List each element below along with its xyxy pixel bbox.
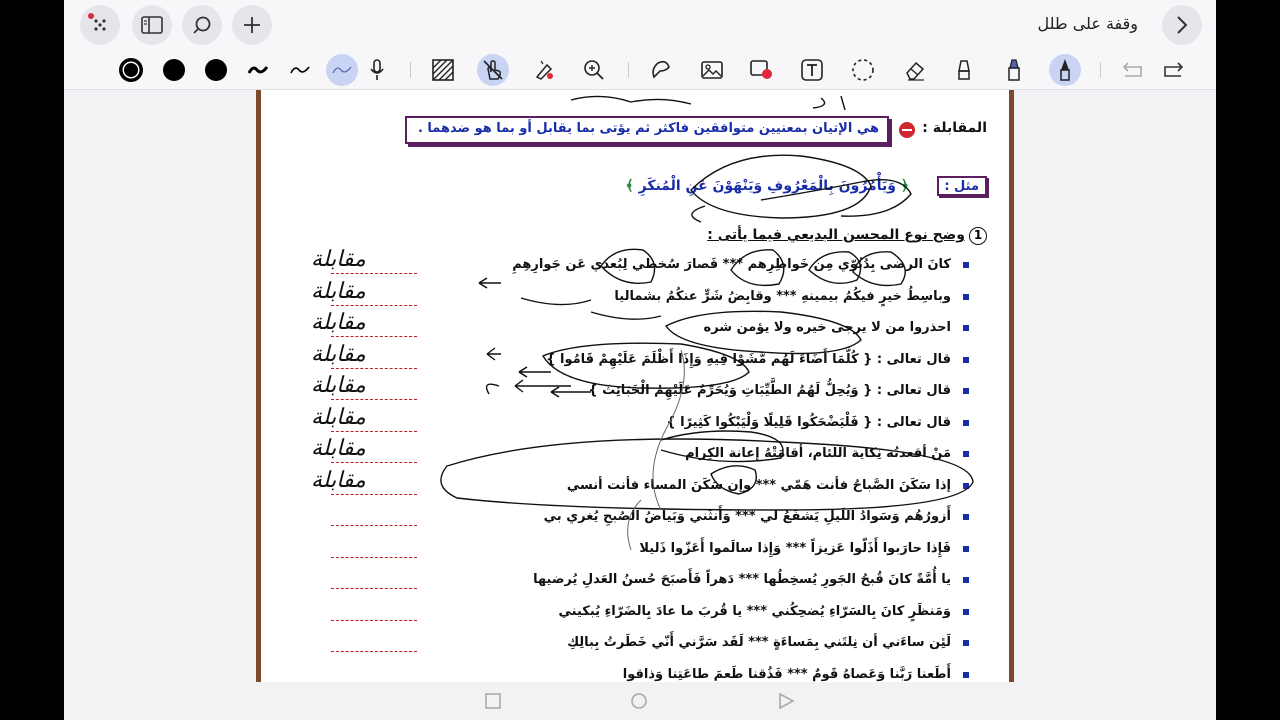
- handwritten-answer: مقابلة: [311, 341, 366, 367]
- exercise-line: [256, 278, 1009, 315]
- exercise-line: [256, 341, 1009, 378]
- exercise-line: [256, 600, 1009, 630]
- microphone-button[interactable]: [361, 54, 393, 86]
- toolbar-separator: [1100, 62, 1101, 78]
- example-text: ﴿ وَيَأْمُرُونَ بِالْمَعْرُوفِ وَيَنْهَوْنَ عَنِ الْمُنكَرِ ﴾: [625, 178, 909, 194]
- bullet-icon: [963, 262, 969, 268]
- example-label: مثل :: [944, 179, 979, 194]
- bullet-icon: [963, 357, 969, 363]
- exercise-line: [256, 247, 1009, 283]
- laser-icon: [533, 59, 555, 81]
- toolbar-separator: [410, 62, 411, 78]
- shapes-button[interactable]: [645, 54, 677, 86]
- answer-blank[interactable]: [331, 273, 417, 274]
- instruction-text: وضح نوع المحسن البديعي فيما يأتى :: [707, 227, 965, 243]
- answer-blank[interactable]: [331, 557, 417, 558]
- bullet-icon: [963, 577, 969, 583]
- square-icon: [484, 692, 502, 710]
- back-button[interactable]: [1162, 5, 1202, 45]
- exercise-line: [256, 404, 1009, 441]
- exercise-text: كانَ الرضى بِدُنُوّي مِن خَواطِرِهم *** فَصارَ سُخطي لِبُعدي عَن جَوارِهِمِ: [512, 257, 951, 272]
- exercise-line: [256, 568, 1009, 598]
- definition-text: هي الإتيان بمعنيين متوافقين فاكثر ثم يؤتى بما يقابل أو بما هو ضدهما .: [417, 121, 879, 136]
- example-label-box: [937, 176, 987, 196]
- exercise-line: [256, 373, 1009, 409]
- bullet-icon: [963, 388, 969, 394]
- marker-icon: [1005, 58, 1023, 82]
- touch-icon: [482, 59, 504, 81]
- answer-blank[interactable]: [331, 336, 417, 337]
- touch-button[interactable]: [477, 54, 509, 86]
- zoom-button[interactable]: [578, 54, 610, 86]
- pattern-button[interactable]: [427, 54, 459, 86]
- exercise-text: فَإِذا حارَبوا أَذَلّوا عَزيزاً *** وَإِذا سالَموا أَعَزّوا ذَليلا: [639, 540, 951, 556]
- answer-blank[interactable]: [331, 431, 417, 432]
- answer-blank[interactable]: [331, 305, 417, 306]
- toolbar-separator: [628, 62, 629, 78]
- handwritten-answer: مقابلة: [311, 278, 366, 304]
- handwritten-answer: مقابلة: [311, 247, 366, 272]
- add-icon: [242, 15, 262, 35]
- search-button[interactable]: [182, 5, 222, 45]
- handwritten-answer: مقابلة: [311, 404, 366, 430]
- top-bar: [64, 0, 1216, 50]
- stroke-thick-icon: [117, 56, 145, 84]
- chevron-right-icon: [1175, 15, 1189, 35]
- pen-style-1-icon: [247, 63, 269, 77]
- microphone-icon: [369, 59, 385, 81]
- highlighter-icon: [955, 59, 973, 81]
- record-icon: [750, 59, 774, 81]
- undo-button[interactable]: [1116, 54, 1148, 86]
- bullet-icon: [963, 420, 969, 426]
- answer-blank[interactable]: [331, 494, 417, 495]
- pen-style-3-icon: [331, 63, 353, 77]
- sidebar-button[interactable]: [132, 5, 172, 45]
- exercise-line: [256, 310, 1009, 346]
- notification-dot: [88, 13, 94, 19]
- exercise-text: إذا سَكَنَ الصَّباحُ فأنت هَمّي *** وإن سَكَنَ المساء فأنت أنسي: [566, 477, 951, 493]
- nav-back-button[interactable]: [777, 692, 795, 710]
- shapes-icon: [650, 59, 672, 81]
- eraser-icon: [904, 59, 926, 81]
- stroke-medium-icon: [161, 57, 187, 83]
- add-page-button[interactable]: [232, 5, 272, 45]
- search-icon: [192, 15, 212, 35]
- marker-button[interactable]: [998, 54, 1030, 86]
- pen-icon: [1056, 58, 1074, 82]
- answer-blank[interactable]: [331, 651, 417, 652]
- zoom-icon: [583, 59, 605, 81]
- exercise-line: [256, 663, 1009, 683]
- exercise-text: قال تعالى : { كُلَّمَا أَضَاءَ لَهُم مَّشَوْا فِيهِ وَإِذَا أَظْلَمَ عَلَيْهِمْ قَامُوا }: [546, 351, 951, 367]
- sidebar-icon: [141, 16, 163, 34]
- pen-style-1-button[interactable]: [242, 54, 274, 86]
- bullet-icon: [963, 294, 969, 300]
- recents-button[interactable]: [484, 692, 502, 710]
- bullet-icon: [963, 451, 969, 457]
- record-button[interactable]: [746, 54, 778, 86]
- exercise-text: وباسِطُ خيرٍ فيكُمُ بيمينهِ *** وقابِضُ شَرٍّ عنكُمُ بشماليا: [614, 288, 951, 304]
- answer-blank[interactable]: [331, 368, 417, 369]
- answer-blank[interactable]: [331, 462, 417, 463]
- redo-icon: [1163, 62, 1185, 78]
- note-app: [64, 0, 1216, 720]
- exercise-line: [256, 436, 1009, 472]
- pen-style-3-button[interactable]: [326, 54, 358, 86]
- stroke-medium-button[interactable]: [158, 54, 190, 86]
- highlighter-button[interactable]: [948, 54, 980, 86]
- system-nav-bar: [64, 682, 1216, 720]
- document-page[interactable]: [256, 90, 1014, 682]
- stroke-thin-button[interactable]: [200, 54, 232, 86]
- answer-blank[interactable]: [331, 399, 417, 400]
- bullet-icon: [963, 640, 969, 646]
- exercise-line: [256, 467, 1009, 504]
- exercise-text: قال تعالى : { وَيُحِلُّ لَهُمُ الطَّيِّبَاتِ وَيُحَرِّمُ عَلَيْهِمُ الْخَبَائِثَ }: [588, 383, 951, 398]
- bullet-icon: [963, 325, 969, 331]
- exercise-line: [256, 631, 1009, 661]
- text-button[interactable]: [796, 54, 828, 86]
- text-icon: [801, 59, 823, 81]
- bullet-icon: [963, 514, 969, 520]
- home-button[interactable]: [630, 692, 648, 710]
- drawing-toolbar: [64, 50, 1216, 90]
- exercise-line: [256, 505, 1009, 535]
- stop-icon: [899, 122, 915, 138]
- bullet-icon: [963, 546, 969, 552]
- laser-button[interactable]: [528, 54, 560, 86]
- undo-icon: [1121, 62, 1143, 78]
- exercise-text: أَزورُهُم وَسَوادُ اللَيلِ يَشفَعُ لي *** وَأَنثَني وَبَياضُ الصُبحِ يُغري بي: [543, 509, 951, 524]
- handwritten-answer: مقابلة: [311, 310, 366, 335]
- exercise-text: وَمَنظَرٍ كانَ بِالسَرّاءِ يُضحِكُني *** يا قُربَ ما عادَ بِالضَرّاءِ يُبكيني: [558, 603, 951, 619]
- apps-button[interactable]: [80, 5, 120, 45]
- exercise-line: [256, 537, 1009, 567]
- answer-blank[interactable]: [331, 525, 417, 526]
- bullet-icon: [963, 672, 969, 678]
- instruction-number: 1: [969, 227, 987, 245]
- answer-blank[interactable]: [331, 588, 417, 589]
- definition-label: المقابلة :: [922, 120, 987, 136]
- lasso-button[interactable]: [847, 54, 879, 86]
- handwritten-answer: مقابلة: [311, 373, 366, 398]
- handwritten-answer: مقابلة: [311, 436, 366, 461]
- pen-button[interactable]: [1049, 54, 1081, 86]
- triangle-icon: [777, 692, 795, 710]
- exercise-text: لَئِن ساءَني أن نِلتَني بِمَساءَةٍ *** لَقَد سَرَّني أَنّي خَطَرتُ بِبالِكِ: [567, 635, 951, 650]
- answer-blank[interactable]: [331, 620, 417, 621]
- stroke-thick-button[interactable]: [115, 54, 147, 86]
- pen-style-2-button[interactable]: [284, 54, 316, 86]
- exercise-text: أَطَعنا رَبَّنا وَعَصاهُ قَومٌ *** فَذُقنا طَعمَ طاعَتِنا وَذاقوا: [622, 666, 951, 682]
- bullet-icon: [963, 483, 969, 489]
- redo-button[interactable]: [1158, 54, 1190, 86]
- exercise-text: قال تعالى : { فَلْيَضْحَكُوا قَلِيلًا وَلْيَبْكُوا كَثِيرًا }: [666, 414, 951, 430]
- exercise-text: يا أُمَّةً كانَ قُبحُ الجَورِ يُسخِطُها *** دَهراً فَأَصبَحَ حُسنُ العَدلِ يُرضيها: [533, 572, 951, 587]
- image-button[interactable]: [696, 54, 728, 86]
- image-icon: [701, 59, 723, 81]
- handwritten-answer: مقابلة: [311, 467, 366, 493]
- exercise-text: احذروا من لا يرجى خيره ولا يؤمن شره: [703, 320, 951, 335]
- lasso-icon: [851, 58, 875, 82]
- stroke-thin-icon: [203, 57, 229, 83]
- exercise-text: مَنْ أقعدتُه نِكاية اللئام، أقامَتْهُ إعانة الكِرام: [685, 446, 951, 461]
- document-title: وقفة على طلل: [1037, 14, 1138, 33]
- document-canvas[interactable]: [64, 90, 1216, 682]
- pen-style-2-icon: [289, 63, 311, 77]
- example-verse: وَيَأْمُرُونَ بِالْمَعْرُوفِ وَيَنْهَوْنَ عَنِ الْمُنكَرِ: [638, 178, 896, 194]
- pattern-icon: [432, 59, 454, 81]
- bullet-icon: [963, 609, 969, 615]
- circle-icon: [630, 692, 648, 710]
- eraser-button[interactable]: [899, 54, 931, 86]
